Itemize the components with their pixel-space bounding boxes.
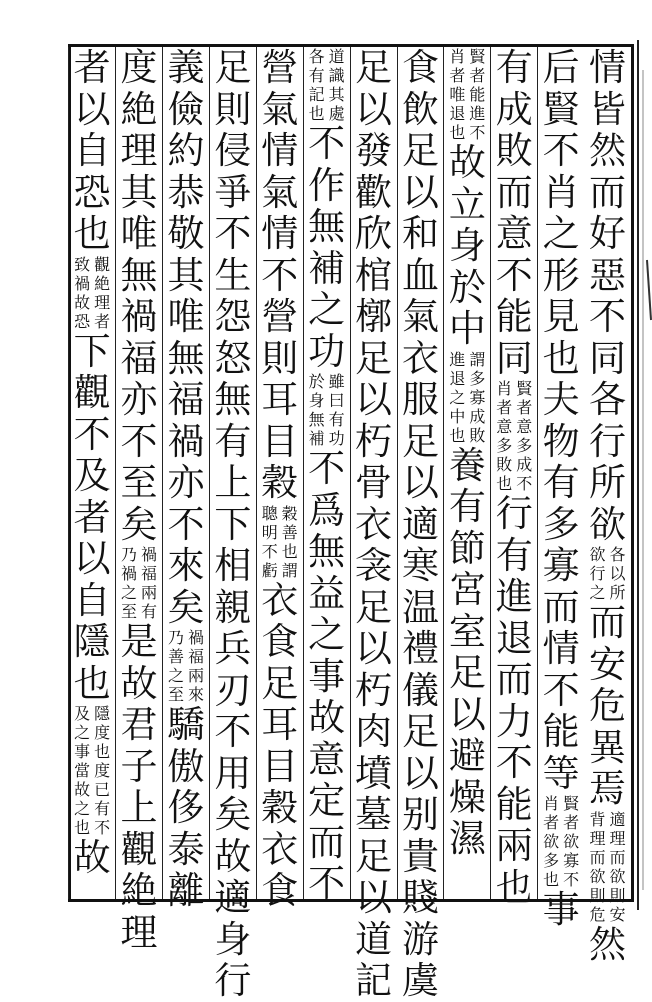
commentary-subcolumn: 各 以 所 <box>609 545 626 602</box>
text-column <box>162 46 209 912</box>
commentary-subcolumn: 穀 善 也 謂 <box>281 503 298 580</box>
commentary-subcolumn: 隱 度 也 度 已 有 不 <box>94 704 111 837</box>
adjacent-page-edge <box>634 40 652 910</box>
main-text-segment: 下 觀 不 及 者 以 自 隱 也 <box>73 329 111 705</box>
commentary-subcolumn: 乃 禍 之 至 <box>121 545 138 621</box>
commentary-subcolumn: 觀 絶 理 者 <box>94 254 111 331</box>
main-text-segment: 度 絶 理 其 唯 無 禍 福 亦 不 至 矣 <box>120 46 158 546</box>
main-text-segment: 養 有 節 宮 室 足 以 避 燥 濕 <box>448 443 486 860</box>
text-column <box>68 47 115 899</box>
text-column <box>490 46 537 909</box>
main-text-segment: 是 故 君 子 上 觀 絶 理 <box>120 620 158 954</box>
commentary-subcolumn: 致 禍 故 恐 <box>74 254 91 331</box>
main-text-segment: 驕 傲 侈 泰 離 <box>167 703 205 912</box>
commentary-note <box>161 628 211 704</box>
commentary-subcolumn: 聰 明 不 虧 <box>261 503 278 580</box>
commentary-subcolumn: 賢 者 欲 寡 不 <box>563 794 580 889</box>
commentary-note <box>114 545 164 621</box>
text-column <box>397 46 444 1002</box>
commentary-note <box>583 545 633 602</box>
main-text-segment: 食 飲 足 以 和 血 氣 衣 服 足 以 適 寒 温 禮 儀 足 以 别 貴 賤 游 虞 <box>401 46 439 1002</box>
commentary-subcolumn: 各 有 記 也 <box>308 47 325 123</box>
text-column <box>256 46 303 912</box>
commentary-note <box>302 47 352 123</box>
commentary-subcolumn: 禍 福 兩 有 <box>141 545 158 621</box>
commentary-note <box>442 350 492 445</box>
text-column <box>443 47 490 899</box>
main-text-segment: 有 成 敗 而 意 不 能 同 <box>495 46 533 380</box>
text-column <box>303 47 350 905</box>
main-text-segment: 營 氣 情 氣 情 不 營 則 耳 目 穀 <box>261 46 299 504</box>
main-text-segment: 不 爲 無 益 之 事 故 意 定 而 不 <box>308 447 346 905</box>
main-text-segment: 而 安 危 異 焉 <box>589 601 627 810</box>
main-text-segment: 故 立 身 於 中 <box>448 141 486 350</box>
main-text-segment: 故 <box>73 836 111 879</box>
text-column <box>115 46 162 954</box>
commentary-subcolumn: 於 身 無 補 <box>308 372 325 448</box>
main-text-segment: 義 儉 約 恭 敬 其 唯 無 福 禍 亦 不 來 矣 <box>167 46 205 629</box>
commentary-subcolumn: 乃 善 之 至 <box>167 628 184 704</box>
commentary-note <box>536 794 586 889</box>
commentary-note <box>67 255 117 331</box>
commentary-note <box>67 704 117 837</box>
commentary-subcolumn: 欲 行 之 <box>589 545 606 602</box>
main-text-segment: 者 以 自 恐 也 <box>73 46 111 255</box>
main-text-segment: 足 則 侵 爭 不 生 怨 怒 無 有 上 下 相 親 兵 刃 不 用 矣 故 適 身 行 <box>214 46 252 1002</box>
commentary-subcolumn: 賢 者 意 多 成 不 <box>516 379 533 493</box>
commentary-note <box>255 504 305 580</box>
main-text-segment: 事 <box>542 888 580 931</box>
text-column <box>350 46 397 1002</box>
commentary-subcolumn: 謂 多 寡 成 敗 <box>469 349 486 445</box>
text-column <box>584 46 631 966</box>
commentary-note <box>442 47 492 142</box>
main-text-segment: 情 皆 然 而 好 惡 不 同 各 行 所 欲 <box>589 46 627 546</box>
commentary-note <box>302 372 352 448</box>
commentary-subcolumn: 背 理 而 欲 則 危 <box>589 809 606 924</box>
commentary-subcolumn: 禍 福 兩 來 <box>187 628 204 704</box>
commentary-subcolumn: 進 退 之 中 也 <box>449 349 466 445</box>
main-text-segment: 足 以 發 歡 欣 棺 槨 足 以 朽 骨 衣 衾 足 以 朽 肉 墳 墓 足 以 道 記 <box>355 46 393 1002</box>
commentary-subcolumn: 雖 曰 有 功 <box>328 372 345 448</box>
text-column <box>537 46 584 931</box>
main-text-segment: 衣 食 足 耳 目 穀 衣 食 <box>261 578 299 912</box>
commentary-subcolumn: 道 識 其 處 <box>328 47 345 123</box>
main-text-segment: 后 賢 不 肖 之 形 見 也 夫 物 有 多 寡 而 情 不 能 等 <box>542 46 580 795</box>
commentary-subcolumn: 肖 者 唯 退 也 <box>449 47 466 142</box>
commentary-note <box>489 379 539 493</box>
main-text-segment: 然 <box>589 922 627 966</box>
commentary-subcolumn: 肖 者 意 多 敗 也 <box>496 379 513 493</box>
commentary-subcolumn: 適 理 而 欲 則 安 <box>609 809 626 924</box>
commentary-subcolumn: 賢 者 能 進 不 <box>469 47 486 142</box>
main-text-segment: 行 有 進 退 而 力 不 能 兩 也 <box>495 492 533 909</box>
commentary-note <box>583 810 633 924</box>
commentary-subcolumn: 及 之 事 當 故 之 也 <box>74 704 91 837</box>
main-text-segment: 不 作 無 補 之 功 <box>308 122 346 373</box>
commentary-subcolumn: 肖 者 欲 多 也 <box>543 794 560 889</box>
text-column <box>209 46 256 1002</box>
